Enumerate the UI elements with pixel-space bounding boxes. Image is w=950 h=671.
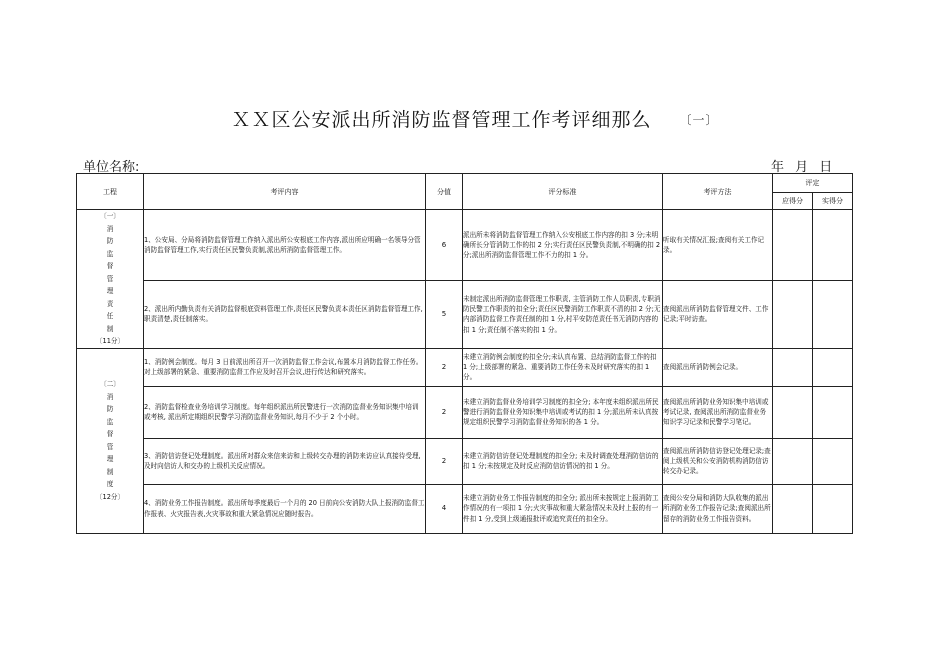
date-label: 年 月 日 <box>771 160 833 175</box>
header-content: 考评内容 <box>144 174 426 210</box>
standard-cell: 未建立消防监督业务培训学习制度的扣全分; 本年度未组织派出所民警进行消防监督业务知识集中培训或考试的扣 1 分;派出所未认真按规定组织民警学习消防监督业务知识的各 1 分。 <box>463 386 663 438</box>
table-row <box>77 484 853 533</box>
standard-cell: 未建立消防信访登记处理制度的扣全分; 未及时调查处理消防信访的扣 1 分;未按规定及时反应消防信访情况的扣 1 分。 <box>463 438 663 484</box>
method-cell: 查阅派出所消防例会记录。 <box>663 348 773 386</box>
should-score-cell[interactable] <box>773 484 813 533</box>
score-cell: 2 <box>426 348 463 386</box>
should-score-cell[interactable] <box>773 438 813 484</box>
header-project: 工程 <box>77 174 144 210</box>
title-text: ＸＸ区公安派出所消防监督管理工作考评细那么 <box>231 109 652 131</box>
actual-score-cell[interactable] <box>813 281 853 348</box>
content-cell: 2、派出所内勤负责有关消防监督根底资料管理工作,责任区民警负责本责任区消防监督管理工作,职责清楚,责任制落实。 <box>144 281 426 348</box>
project-cell-2: 〔二〕 消 防 监 督 管 理 制 度 〔12分〕 <box>77 348 144 533</box>
header-method: 考评方法 <box>663 174 773 210</box>
score-cell: 2 <box>426 438 463 484</box>
actual-score-cell[interactable] <box>813 348 853 386</box>
score-cell: 5 <box>426 281 463 348</box>
table-row <box>77 386 853 438</box>
score-cell: 2 <box>426 386 463 438</box>
header-score: 分值 <box>426 174 463 210</box>
score-cell: 6 <box>426 210 463 281</box>
document-title <box>0 105 950 132</box>
method-cell: 查阅派出所消防业务知识集中培训或考试记录, 查阅派出所消防监督业务知识学习记录和民警学习笔记。 <box>663 386 773 438</box>
content-cell: 1、公安局、分局将消防监督管理工作纳入派出所公安根底工作内容,派出所应明确一名领导分管消防监督管理工作,实行责任区民警负责制,派出所消防监督管理工作。 <box>144 210 426 281</box>
title-sequence: 〔一〕 <box>679 113 719 127</box>
header-should-score: 应得分 <box>773 193 813 210</box>
should-score-cell[interactable] <box>773 281 813 348</box>
table-row <box>77 281 853 348</box>
header-evaluation: 评定 <box>773 174 853 193</box>
actual-score-cell[interactable] <box>813 484 853 533</box>
table-row <box>77 348 853 386</box>
should-score-cell[interactable] <box>773 386 813 438</box>
standard-cell: 未建立消防例会制度的扣全分;未认真布置、总结消防监督工作的扣 1 分;上级部署的紧急、重要消防工作任务未及时研究落实的扣 1 分。 <box>463 348 663 386</box>
method-cell: 查阅派出所消防监督管理文件、工作记录;平时访查。 <box>663 281 773 348</box>
should-score-cell[interactable] <box>773 210 813 281</box>
actual-score-cell[interactable] <box>813 386 853 438</box>
project-cell-1: 〔一〕 消 防 监 督 管 理 责 任 制 〔11分〕 <box>77 210 144 349</box>
evaluation-table <box>76 173 853 534</box>
standard-cell: 未建立消防业务工作报告制度的扣全分; 派出所未按规定上报消防工作情况的有一项扣 1 分;火灾事故和重大紧急情况未及时上报的有一件扣 1 分,受到上级通报批评或追究责任的扣全分。 <box>463 484 663 533</box>
unit-name-label: 单位名称: <box>83 160 140 175</box>
content-cell: 1、消防例会制度。每月 3 日前派出所召开一次消防监督工作会议,布置本月消防监督工作任务。对上级部署的紧急、重要消防监督工作应及时召开会议,进行传达和研究落实。 <box>144 348 426 386</box>
method-cell: 查阅派出所消防信访登记处理记录;查阅上级机关和公安消防机构消防信访转交办记录。 <box>663 438 773 484</box>
actual-score-cell[interactable] <box>813 438 853 484</box>
header-standard: 评分标准 <box>463 174 663 210</box>
standard-cell: 未制定派出所消防监督管理工作职责, 主管消防工作人员职责,专职消防民警工作职责的扣全分;责任区民警消防工作职责不清的扣 2 分;无内部消防监督工作责任制的扣 1 分,村平安防范责任书无消防内容的扣 1 分;责任制不落实的扣 1 分。 <box>463 281 663 348</box>
content-cell: 4、消防业务工作报告制度。派出所每季度最后一个月的 20 日前向公安消防大队上报消防监督工作报表、火灾报告表,火灾事故和重大紧急情况应随时报告。 <box>144 484 426 533</box>
method-cell: 查阅公安分局和消防大队收集的派出所消防业务工作报告记录;查阅派出所留存的消防业务工作报告资料。 <box>663 484 773 533</box>
standard-cell: 派出所未将消防监督管理工作纳入公安根底工作内容的扣 3 分;未明确所长分管消防工作的扣 2 分;实行责任区民警负责制,不明确的扣 2 分;派出所消防监督管理工作不力的扣 1 分。 <box>463 210 663 281</box>
content-cell: 3、消防信访登记处理制度。派出所对群众来信来访和上级转交办理的消防来访应认真接待受理,及时向信访人和交办的上级机关反应情况。 <box>144 438 426 484</box>
table-row <box>77 210 853 281</box>
score-cell: 4 <box>426 484 463 533</box>
actual-score-cell[interactable] <box>813 210 853 281</box>
should-score-cell[interactable] <box>773 348 813 386</box>
method-cell: 听取有关情况汇报;查阅有关工作记录。 <box>663 210 773 281</box>
header-actual-score: 实得分 <box>813 193 853 210</box>
table-row <box>77 438 853 484</box>
content-cell: 2、消防监督检查业务培训学习制度。每年组织派出所民警进行一次消防监督业务知识集中培训或考核, 派出所定期组织民警学习消防监督业务知识,每月不少于 2 个小时。 <box>144 386 426 438</box>
